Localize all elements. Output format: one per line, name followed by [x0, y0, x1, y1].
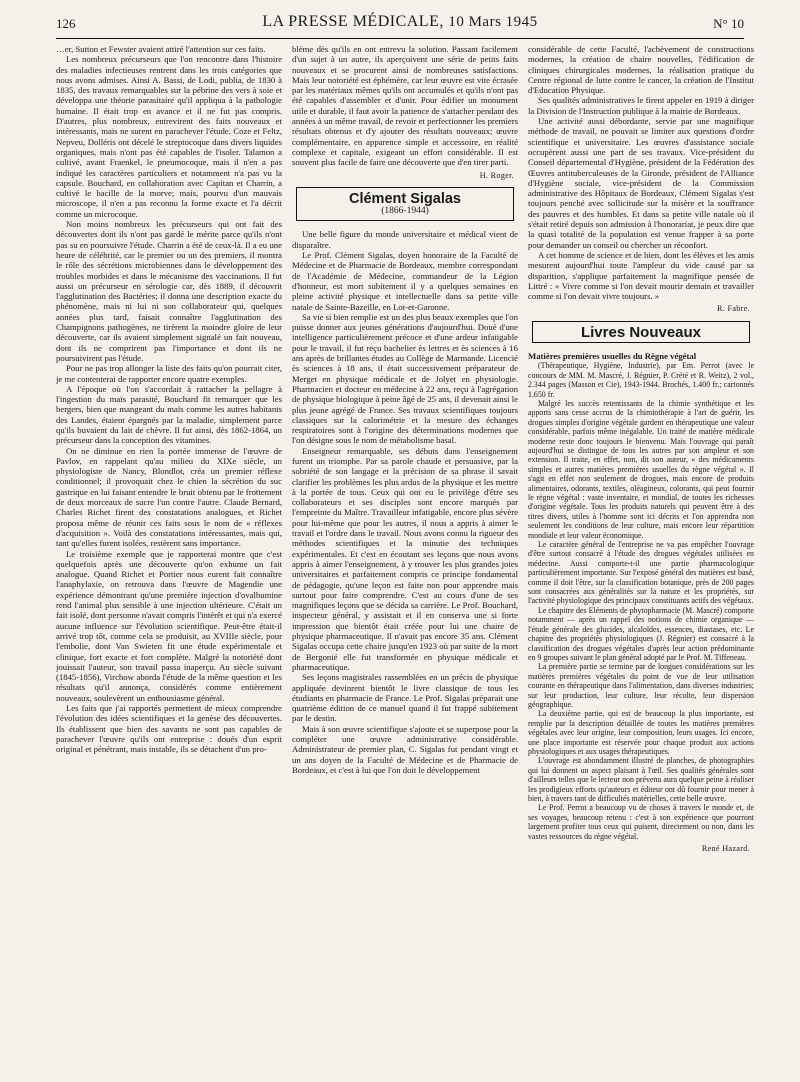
column-2: [292, 44, 518, 1074]
paragraph: Les nombreux précurseurs que l'on rencontre dans l'histoire des maladies infectieuses rentrent dans les trois catégories que nous avons admises. Ainsi A. Bassi, de Lodi, publia, de 1830 à 1835, des travaux remarquables sur la pébrine des vers à soie et développa une théorie parasitaire qu'il appliqua à la pathologie humaine. Il était trop en avance et il ne fut pas compris. D'autres, plus nombreux, entrevirent des faits nouveaux et intéressants, mais ne surent en parachever l'étude. Coze et Feltz, Nepveu, Dolléris ont décelé le streptocoque dans divers liquides organiques, mais n'ont pas été capables de l'isoler. Talamon a cultivé, avant Fraenkel, le pneumocoque, mais il n'en a pas indiqué les caractères particuliers et notamment n'a pas vu la capsule. Bouchard, en collaboration avec Capitan et Charrin, a cultivé le bacille de la morve; mais, pourvu d'un mauvais microscope, il n'en a pas reconnu la forme exacte et l'a décrit comme un microcoque.: [56, 54, 282, 219]
paragraph: Le caractère général de l'entreprise ne va pas empêcher l'ouvrage d'être surtout consacré à l'étude des drogues végétales utilisées en médecine. Aussi comporte-t-il une partie pharmacologique particulièrement importante. Sur l'exposé général des matières est basé, comme il doit l'être, sur la classification botanique, près de 200 pages sont consacrées aux généralités sur la nature et les propriétés, sur l'activité physiologique des principaux constituants actifs des végétaux.: [528, 540, 754, 606]
paragraph: Ses qualités administratives le firent appeler en 1919 à diriger la Division de l'Instruction publique à la mairie de Bordeaux.: [528, 95, 754, 116]
obituary-name: Clément Sigalas: [348, 190, 461, 207]
page-header: [56, 12, 744, 39]
paragraph: …er, Sutton et Fewster avaient attiré l'attention sur ces faits.: [56, 44, 266, 54]
paragraph: Une belle figure du monde universitaire et médical vient de disparaître.: [292, 229, 518, 250]
paragraph: Ses leçons magistrales rassemblées en un précis de physique appliquée devinrent bientôt le livre classique de tous les étudiants en pharmacie de France. Le Prof. Sigalas préparait une quatrième édition de ce manuel quand il fut frappé subitement par le destin.: [292, 672, 518, 724]
book-title: Matières premières usuelles du Règne végétal: [528, 351, 697, 362]
paragraph: Enseigneur remarquable, ses débuts dans l'enseignement furent un triomphe. Par sa parole chaude et persuasive, par la sobriété de son langage et la précision de sa phrase il savait clarifier les problèmes les plus ardus de la physique et les mettre à la portée de tous. Ceux qui ont eu le privilège d'être ses collaborateurs et ses disciples sont encore marqués par l'empreinte du Maître. Travailleur infatigable, encore plus sévère pour lui-même que pour les autres, il nous a appris à aimer le travail et l'ordre dans le travail. Nous avons connu la rigueur des méthodes scientifiques et la minutie des techniques expérimentales. Et c'est en écoutant ses leçons que nous avons appris à aimer l'enseignement, à y trouver les plus grandes joies universitaires et parfaitement compris ce principe fondamental de pédagogie, qu'une leçon est faite non pour apprendre mais surtout pour faire comprendre. C'est au cours d'une de ses magnifiques leçons que se décida sa carrière. Le Prof. Bouchard, inspecteur général, y assistait et il en conserva une si forte impression que bientôt était créée pour lui une chaire de physique pharmaceutique. Il n'avait pas encore 35 ans. Clément Sigalas occupa cette chaire jusqu'en 1923 où par suite de la mort de Bergonié elle fut transformée en physique médicale et pharmaceutique.: [292, 445, 518, 672]
issue-date: 10 Mars 1945: [448, 14, 538, 30]
obituary-heading-box: [296, 187, 514, 222]
column-3: [528, 44, 754, 1074]
paragraph: Le Prof. Clément Sigalas, doyen honoraire de la Faculté de Médecine et de Pharmacie de Bordeaux, membre correspondant de l'Académie de Médecine, commandeur de la Légion d'honneur, est mort subitement il y a quelques semaines en pleine activité physique et intellectuelle dans sa petite ville natale de Sainte-Bazeille, en Lot-et-Garonne.: [292, 250, 518, 312]
books-section-box: [532, 321, 750, 343]
journal-name: LA PRESSE MÉDICALE,: [262, 13, 444, 30]
paragraph: blème dès qu'ils en ont entrevu la solution. Passant facilement d'un sujet à un autre, ils aperçoivent une série de petits faits nouveaux et se procurent ainsi de nombreuses satisfactions. Mais leur notoriété est éphémère, car leur œuvre est vite écrasée par les matériaux mêmes qu'ils ont accumulés et qu'ils n'ont pas été capables d'assembler et d'unir. Pour édifier un monument utile et durable, il faut avoir la patience de s'attacher pendant des années à un même travail, de revoir et perfectionner les premiers résultats obtenus et d'y ajouter des résultats nouveaux; œuvre complémentaire, en apparence simple et accessoire, en réalité complexe et capitale, exigeant un effort considérable. Il est souvent plus facile de faire une découverte que d'en tirer parti.: [292, 44, 518, 168]
paragraph: Mais à son œuvre scientifique s'ajoute et se superpose pour la compléter une œuvre administrative considérable. Administrateur de premier plan, C. Sigalas fut pendant vingt et un ans doyen de la Faculté de Médecine et de Pharmacie de Bordeaux, et c'est à lui que l'on doit le développement: [292, 723, 518, 775]
issue-number: N° 10: [713, 16, 744, 31]
paragraph: A l'époque où l'on s'accordait à rattacher la pellagre à l'ingestion du maïs parasité, Bouchard fit remarquer que les bergers, bien que mangeant du maïs comme les autres habitants des Landes, étaient épargnés par la maladie, simplement parce qu'ils buvaient du lait de chèvre. Il fut ainsi, dès 1862-1864, un précurseur dans la conception des vitamines.: [56, 383, 282, 446]
paragraph: La première partie se termine par de longues considérations sur les matières premières végétales du point de vue de leur utilisation courante en thérapeutique dans l'alimentation, dans diverses industries; sur leur production, leur culture, leur récolte, leur dispersion géographique.: [528, 662, 754, 709]
paragraph: Sa vie si bien remplie est un des plus beaux exemples que l'on puisse donner aux jeunes générations d'aujourd'hui. Doué d'une intelligence particulièrement précoce et d'une ardeur infatigable pour le travail, il fut reçu bachelier ès lettres et ès sciences à 16 ans après de brillantes études au Collège de Marmande. Licencié ès sciences à 18 ans, il était successivement préparateur de Merget en physique médicale et de Jolyet en physiologie. Pharmacien et docteur en médecine à 22 ans, reçu à l'agrégation de physique biologique à peine âgé de 25 ans, il devenait ainsi le plus jeune agrégé de France. Ses travaux scientifiques toujours classiques sur la calorimétrie et la mesure des échanges respiratoires sont à l'origine des déterminations modernes que l'on désigne sous le nom de métabolisme basal.: [292, 311, 518, 446]
book-review: [528, 361, 754, 854]
paragraph: Une activité aussi débordante, servie par une magnifique méthode de travail, ne pouvait se limiter aux questions d'ordre scientifique et universitaire. Les œuvres d'assistance sociale occupèrent aussi une part de ses travaux. Vice-président du Conseil départemental d'Hygiène, président de la Fédération des Œuvres antituberculeuses de la Gironde, président de l'Alliance d'Hygiène sociale, vice-président de la Commission administrative des Hôpitaux de Bordeaux, Clément Sigalas s'est toujours penché avec sollicitude sur la misère et la souffrance des pauvres et des humbles. Et dans sa petite ville natale où il s'était retiré depuis son admission à l'honorariat, je peux dire que la quasi totalité de la population est venue frapper à sa porte pour demander un conseil ou chercher un réconfort.: [528, 116, 754, 250]
obituary-signature: R. Fabre.: [717, 304, 750, 314]
paragraph: On ne diminue en rien la portée immense de l'œuvre de Pavlov, en rappelant qu'au milieu du XIXe siècle, un physiologiste de Nancy, Blondlot, créa un premier réflexe conditionnel; il provoquait chez le chien la sécrétion du suc gastrique en lui faisant entendre le bruit obtenu par le frottement de deux morceaux de sucre l'un contre l'autre. Claude Bernard, Charles Richet firent des constatations analogues, et Richet proposa même de réunir ces faits sous le nom de « réflexes d'acquisition ». Voilà des constatations intéressantes, mais qui, tant qu'elles furent isolées, restèrent sans importance.: [56, 445, 282, 549]
paragraph: Le Prof. Perrot a beaucoup vu de choses à travers le monde et, de ses voyages, beaucoup retenu : c'est à son expérience que pourront largement profiter tous ceux qui puisent, directement ou non, dans les vastes ressources du règne végétal.: [528, 803, 754, 841]
obituary-dates: (1866-1944): [381, 206, 429, 217]
paragraph: L'ouvrage est abondamment illustré de planches, de photographies qui lui donnent un aspect plaisant à l'œil. Ses qualités générales sont d'ailleurs telles que le lecteur non prévenu aura quelque peine à réaliser les prodigieux efforts qu'auteurs et éditeur ont dû fournir pour mener à bien, à travers tant de difficultés matérielles, cette belle œuvre.: [528, 756, 754, 803]
page-number: 126: [56, 16, 76, 31]
book-reference: (Thérapeutique, Hygiène, Industrie), par Em. Perrot (avec le concours de MM. M. Mascré, J. Régnier, P. Crété et R. Weitz), 2 vol., 2.344 pages (Masson et Cie), 1943-1944. Brochés, 1.400 fr.; cartonnés 1.650 fr.: [528, 361, 754, 399]
books-section-heading: Livres Nouveaux: [580, 323, 702, 341]
paragraph: Malgré les succès retentissants de la chimie synthétique et les apports sans cesse accrus de la chimiothérapie à l'art de guérir, les drogues simples d'origine végétale gardent en thérapeutique une valeur considérable, parfois même inégalable. Un traité de matière médicale moderne reste donc toujours le bienvenu. Mais l'ouvrage qui paraît aujourd'hui se distingue de tous les autres par son ampleur et son extension. Il traite, en effet, non, dit son auteur, « des médicaments simples et autres matières premières usuelles du règne végétal ». Il s'agit en effet non seulement de drogues, mais encore de produits alimentaires, odorants, textiles, oléagineux, colorants, qui peut fournir le règne végétal : vaste inventaire, et mondial, de toutes les richesses d'origine végétale. Tous les produits naturels qui peuvent être à des titres divers, utiles à l'homme sont ici décrits et l'on apprendra non seulement les conditions de leur culture, mais encore leur répartition mondiale et leur valeur économique.: [528, 398, 754, 540]
paragraph: La deuxième partie, qui est de beaucoup la plus importante, est remplie par la description détaillée de toutes les matières premières végétales avec leur origine, leur composition, leurs usages. Ici encore, une place importante est réservée pour chaque produit aux actions physiologiques et aux usages thérapeutiques.: [528, 709, 754, 756]
paragraph: A cet homme de science et de bien, dont les élèves et les amis mesurent aujourd'hui toute l'ampleur du vide causé par sa disparition, s'applique parfaitement la magnifique pensée de Littré : « Vivre comme si l'on devait mourir demain et travailler comme si l'on devait vivre toujours. »: [528, 249, 754, 302]
paragraph: Non moins nombreux les précurseurs qui ont fait des découvertes dont ils n'ont pas gardé le mérite parce qu'ils n'ont pas su en poursuivre l'étude. Charrin a été de ceux-là. Il a eu une heure de célébrité, car le premier ou un des premiers, il montra le rôle des sécrétions microbiennes dans le développement des troubles morbides et dans le mécanisme des vaccinations. Il fut aussi un précurseur en sérologie car, dès 1889, il découvrit l'agglutination des Bactéries; il donna une description exacte du phénomène, mais ni lui ni son collaborateur qui, quelques années plus tard, faisait connaître l'agglutination des Champignons pathogènes, ne tirèrent la moindre gloire de leur découverte, car ils avaient simplement signalé un fait nouveau, dont ils ne comprirent pas l'importance et dont ils ne poursuivirent pas l'étude.: [56, 219, 282, 363]
paragraph: Les faits que j'ai rapportés permettent de mieux comprendre l'évolution des idées scientifiques et la genèse des découvertes. Ils établissent que bien des savants ne sont pas capables de parachever l'œuvre qu'ils ont entreprise : doués d'un esprit original et pénétrant, mais instable, ils se détachent d'un pro-: [56, 703, 282, 755]
article-signature: H. Roger.: [479, 170, 514, 180]
journal-title: [56, 13, 744, 31]
paragraph: considérable de cette Faculté, l'achèvement de constructions modernes, la création de chaire nouvelles, l'édification de cliniques chirurgicales modernes, la réalisation pratique du Centre régional de lutte contre le cancer, la création de l'Institut d'Education Physique.: [528, 44, 754, 96]
column-1: [56, 44, 282, 1074]
paragraph: Pour ne pas trop allonger la liste des faits qu'on pourrait citer, je me contenterai de rapporter encore quatre exemples.: [56, 363, 282, 384]
paragraph: Le troisième exemple que je rapporterai montre que c'est quelquefois après une découverte qu'on exhume un fait analogue. Quand Richet et Portier nous eurent fait connaître l'anaphylaxie, on retrouva dans l'œuvre de Magendie une expérience démontrant qu'une première injection d'ovalbumine rend l'animal plus sensible à une injection ultérieure. C'était un fait isolé, dont personne n'avait compris l'intérêt et qui n'a exercé aucune influence sur l'évolution scientifique. Peut-être était-il arrivé trop tôt, comme cela se produisit, au XVIIIe siècle, pour l'embolie, dont Van Swieten fit une étude expérimentale et clinique, fort exacte et fort complète. Malgré la notoriété dont jouissait l'auteur, son travail passa inaperçu. Au siècle suivant (1845-1856), Virchow aborda l'étude de la même question et les résultats qu'il annonça, considérés comme entièrement nouveaux, soulevèrent un enthousiasme général.: [56, 548, 282, 703]
review-signature: René Hazard.: [701, 844, 750, 854]
paragraph: Le chapitre des Eléments de phytopharmacie (M. Mascré) comporte notamment — après un rappel des notions de chimie organique — l'étude générale des glucides, alcaloïdes, essences, diastases, etc. Le chapitre des propriétés physiologiques (J. Régnier) est consacré à la classification des drogues végétales d'après leur action prédominante en 9 groupes suivant le plan général adopté par le Prof. M. Tiffeneau.: [528, 605, 754, 662]
